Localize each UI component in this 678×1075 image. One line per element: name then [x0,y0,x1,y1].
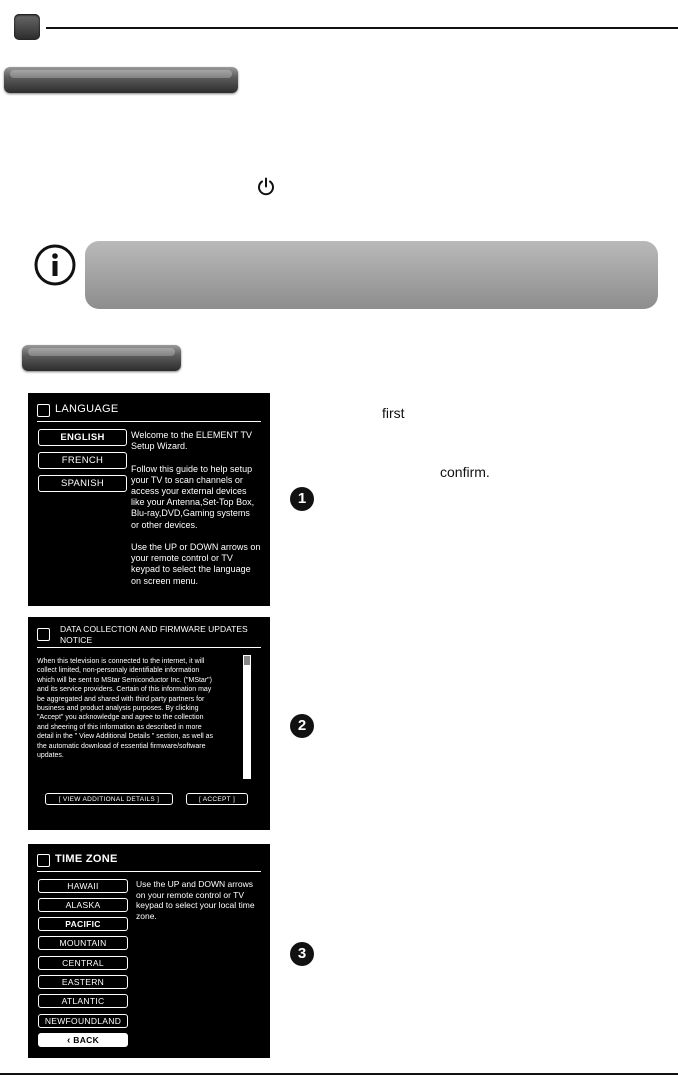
step-number-3: 3 [290,942,314,966]
time-zone-option-hawaii[interactable]: HAWAII [38,879,128,893]
info-icon [33,243,77,287]
time-zone-option-mountain[interactable]: MOUNTAIN [38,936,128,950]
step-number-1: 1 [290,487,314,511]
view-additional-details-button[interactable]: [ VIEW ADDITIONAL DETAILS ] [45,793,173,805]
back-button[interactable] [38,1033,128,1047]
language-title: LANGUAGE [55,403,119,415]
note-box [85,241,658,309]
time-zone-option-eastern[interactable]: EASTERN [38,975,128,989]
language-instructions: Welcome to the ELEMENT TV Setup Wizard. Follow this guide to help setup your TV to scan channels or access your external devices like your Antenna,Set-Top Box, Blu-ray,DVD,Gaming systems or other devices. Use the UP or DOWN arrows on your remote control or TV keypad to select the language on screen menu. [131,430,261,586]
language-checkbox-icon [37,404,50,417]
data-title: DATA COLLECTION AND FIRMWARE UPDATES NOTICE [60,624,248,645]
data-collection-panel [28,617,270,830]
time-zone-option-central[interactable]: CENTRAL [38,956,128,970]
time-zone-checkbox-icon [37,854,50,867]
scrollbar-thumb[interactable] [244,656,250,665]
time-zone-option-newfoundland[interactable]: NEWFOUNDLAND [38,1014,128,1028]
data-checkbox-icon [37,628,50,641]
language-option-spanish[interactable]: SPANISH [38,475,127,492]
time-zone-option-pacific[interactable]: PACIFIC [38,917,128,931]
time-zone-option-atlantic[interactable]: ATLANTIC [38,994,128,1008]
accept-button[interactable]: [ ACCEPT ] [186,793,248,805]
time-zone-divider [37,871,261,872]
time-zone-option-alaska[interactable]: ALASKA [38,898,128,912]
word-first: first [382,405,405,421]
data-notice-text: When this television is connected to the internet, it will collect limited, non-personaly identifiable information which will be sent to MStar Semiconductor Inc. ("MStar") and its service providers. Certain of this information may be aggregated and shared with third party partners for business and product analysis purposes. By clicking "Accept" you acknowledge and agree to the collection and sheering of this information as described in more detail in the " View Additional Details " section, as well as the automatic download of essential firmware/software updates. [37,658,214,760]
time-zone-title: TIME ZONE [55,853,118,865]
time-zone-panel [28,844,270,1058]
language-panel [28,393,270,606]
header-rule [46,27,678,29]
language-option-english[interactable]: ENGLISH [38,429,127,446]
section-tab-2 [22,345,181,371]
word-confirm: confirm. [440,464,490,480]
language-option-french[interactable]: FRENCH [38,452,127,469]
step-number-2: 2 [290,714,314,738]
language-divider [37,421,261,422]
chevron-left-icon: ‹ [66,1035,71,1046]
time-zone-instructions: Use the UP and DOWN arrows on your remote control or TV keypad to select your local time zone. [136,879,255,921]
scrollbar-track[interactable] [243,655,251,779]
data-divider [37,647,261,648]
power-icon [255,176,277,198]
back-label: BACK [73,1035,100,1045]
corner-badge [14,14,40,40]
section-tab-1 [4,67,238,93]
